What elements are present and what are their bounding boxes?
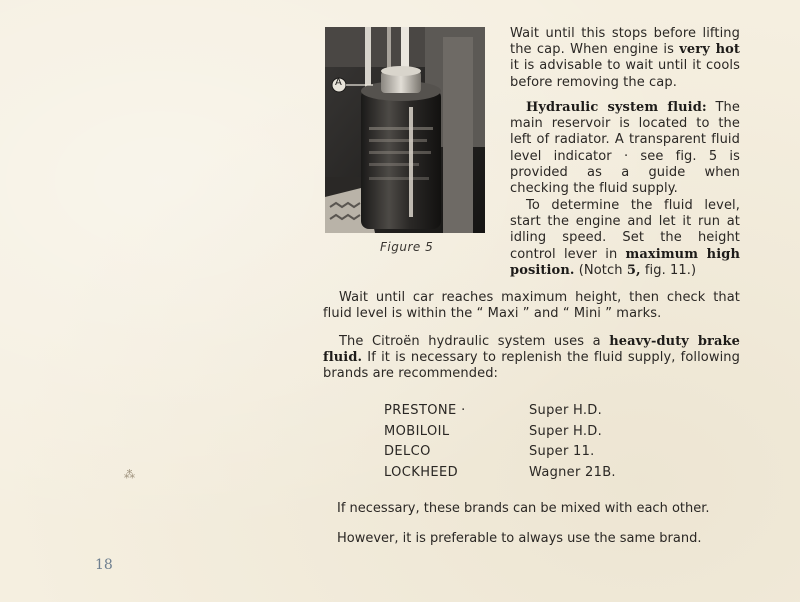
- paragraph-cap-warning: [510, 26, 740, 91]
- bold-run: 5,: [626, 262, 641, 278]
- paragraph-fluid-level: [510, 198, 740, 279]
- figure-caption: Figure 5: [380, 240, 434, 254]
- text-run: To determine the fluid level, start the engine and let it run at idling speed. Set the height control lever in: [510, 198, 740, 262]
- brand-grade: Super H.D.: [529, 403, 603, 418]
- text-run: The Citroën hydraulic system uses a: [339, 334, 610, 349]
- closing-line-same-brand: However, it is preferable to always use the same brand.: [337, 531, 702, 546]
- brand-grade: Super H.D.: [529, 423, 603, 439]
- list-item: [384, 422, 704, 443]
- text-run: The main reservoir is located to the left of radiator. A transparent fluid level indicator · see fig. 5 is provided as a guide when checking the fluid supply.: [510, 100, 740, 197]
- bold-run: heavy-duty brake fluid.: [323, 334, 741, 366]
- list-item: [384, 442, 704, 463]
- paragraph-hydraulic-fluid: [510, 100, 740, 197]
- recommended-brands-list: [384, 401, 704, 483]
- text-run: it is advisable to wait until it cools before removing the cap.: [510, 58, 740, 90]
- page-number: 18: [95, 557, 113, 573]
- bold-run: maximum high position.: [510, 246, 740, 278]
- bold-run: very hot: [679, 42, 740, 58]
- text-run: (Notch: [574, 262, 627, 278]
- closing-line-mixing: If necessary, these brands can be mixed with each other.: [337, 501, 710, 516]
- brand-name: MOBILOIL: [384, 423, 450, 439]
- text-run: Wait until this stops before lifting the cap. When engine is: [510, 26, 740, 58]
- list-item: [384, 401, 704, 422]
- brand-grade: Super 11.: [529, 444, 595, 459]
- paper-mark: ⁂: [124, 468, 135, 481]
- brand-name: PRESTONE ·: [384, 403, 466, 418]
- brand-name: LOCKHEED: [384, 464, 459, 480]
- paragraph-brake-fluid: [323, 334, 740, 383]
- brand-name: DELCO: [384, 444, 431, 459]
- text-run: If it is necessary to replenish the fluid supply, following brands are recommended:: [323, 350, 740, 382]
- bold-run: Hydraulic system fluid:: [526, 100, 707, 115]
- text-run: fig. 11.): [640, 262, 697, 278]
- figure-5-photo: [325, 27, 485, 233]
- brand-grade: Wagner 21B.: [529, 464, 616, 480]
- callout-label: A: [335, 77, 342, 88]
- paragraph-check-marks: Wait until car reaches maximum height, then check that fluid level is within the “ Maxi ” and “ Mini ” marks.: [323, 290, 740, 322]
- list-item: [384, 463, 704, 484]
